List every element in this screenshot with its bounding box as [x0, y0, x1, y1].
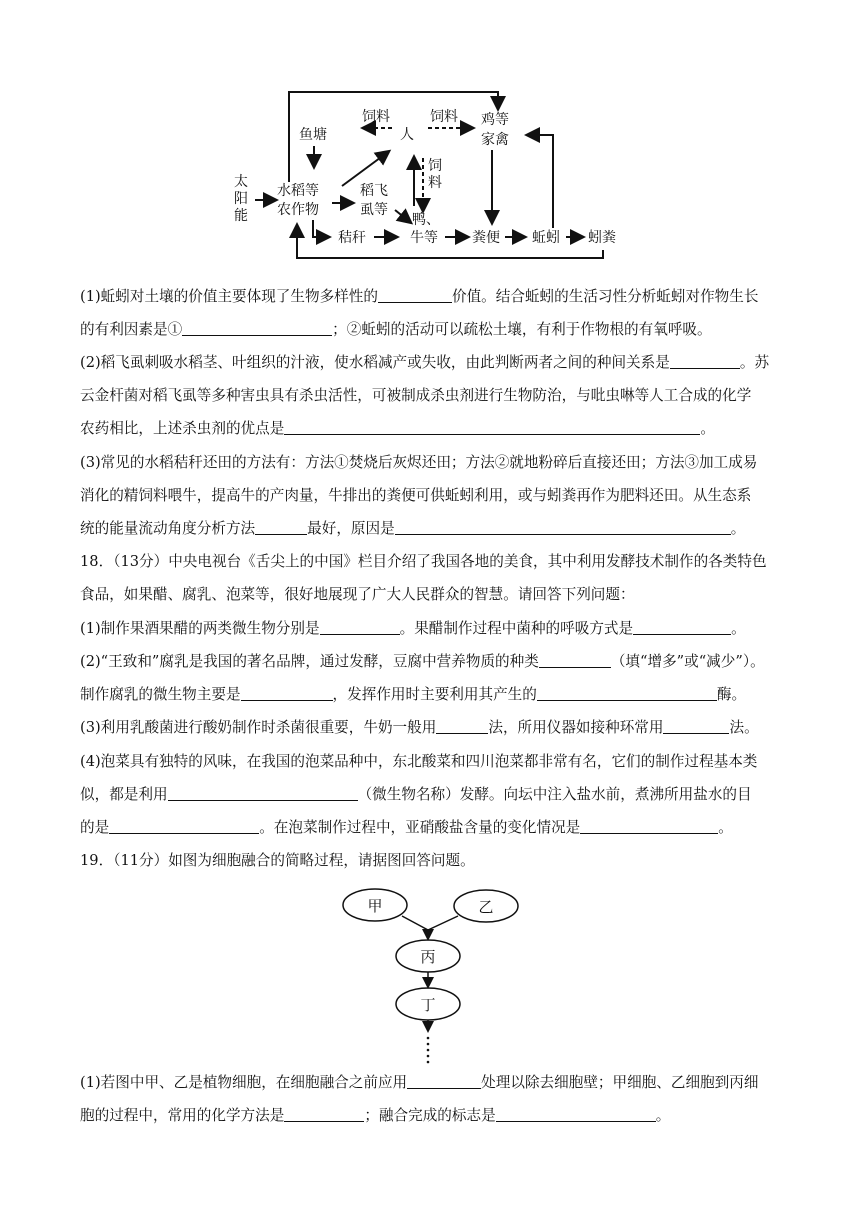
- answer-blank[interactable]: [395, 519, 731, 535]
- answer-blank[interactable]: [663, 718, 729, 734]
- cell-fusion-diagram: [0, 880, 860, 1080]
- planthopper-label-2: 虱等: [360, 202, 388, 218]
- line-jia-to-junction: [402, 916, 428, 930]
- answer-blank[interactable]: [255, 519, 307, 535]
- q18-text: 。果醋制作过程中菌种的呼吸方式是: [399, 620, 634, 637]
- q19-line-3: [80, 1106, 780, 1126]
- rice-label-2: 农作物: [277, 202, 319, 218]
- q17-line-7: [80, 486, 780, 506]
- q18-line-9: [80, 818, 780, 838]
- q17-text: 的有利因素是①: [80, 321, 183, 338]
- q18-text: 制作腐乳的微生物主要是: [80, 686, 241, 703]
- q19-line-1: [80, 851, 780, 871]
- answer-blank[interactable]: [537, 685, 717, 701]
- feed-label-2: 饲料: [430, 109, 458, 125]
- q18-text: 法，所用仪器如接种环常用: [488, 719, 664, 736]
- q18-text: 酶。: [716, 686, 747, 703]
- sun-label-2: 阳: [234, 191, 248, 207]
- q17-text: 农药相比，上述杀虫剂的优点是: [80, 420, 285, 437]
- q17-text: (1)蚯蚓对土壤的价值主要体现了生物多样性的: [80, 288, 378, 305]
- answer-blank[interactable]: [168, 785, 358, 801]
- q18-line-6: [80, 718, 780, 738]
- q17-line-4: [80, 386, 780, 406]
- straw-label: 秸秆: [338, 230, 366, 246]
- answer-blank[interactable]: [109, 818, 259, 834]
- q19-text: 处理以除去细胞壁；甲细胞、乙细胞到丙细: [481, 1074, 759, 1091]
- answer-blank[interactable]: [182, 320, 332, 336]
- sun-label-1: 太: [234, 174, 248, 190]
- feed-label-1: 饲料: [362, 109, 390, 125]
- answer-blank[interactable]: [436, 718, 488, 734]
- q18-text: 似，都是利用: [80, 786, 168, 803]
- q19-text: 胞的过程中，常用的化学方法是: [80, 1107, 285, 1124]
- ecosystem-diagram: [0, 0, 860, 260]
- q17-line-8: [80, 519, 780, 539]
- q17-line-6: [80, 453, 780, 473]
- q18-line-4: [80, 652, 780, 672]
- q18-text: (4)泡菜具有独特的风味，在我国的泡菜品种中，东北酸菜和四川泡菜都非常有名，它们的制作过程基本类: [80, 753, 758, 770]
- arrow-rice-to-human: [342, 152, 388, 186]
- arrow-rice-to-straw: [313, 220, 328, 237]
- q18-text: ，发挥作用时主要利用其产生的: [332, 686, 537, 703]
- q18-line-2: [80, 585, 780, 605]
- q18-text: (3)利用乳酸菌进行酸奶制作时杀菌很重要，牛奶一般用: [80, 719, 437, 736]
- q17-text: (2)稻飞虱刺吸水稻茎、叶组织的汁液，使水稻减产或失收，由此判断两者之间的种间关系是: [80, 354, 670, 371]
- duck-label-1: 鸭、: [412, 212, 440, 228]
- q18-line-7: [80, 752, 780, 772]
- q17-line-3: [80, 353, 780, 373]
- q17-line-1: [80, 287, 780, 307]
- cell-bing-label: 丙: [420, 948, 436, 966]
- q17-text: 消化的精饲料喂牛，提高牛的产肉量，牛排出的粪便可供蚯蚓利用，或与蚓粪再作为肥料还田。从生态系: [80, 487, 752, 504]
- q18-text: 18．（13分）中央电视台《舌尖上的中国》栏目介绍了我国各地的美食，其中利用发酵技术制作的各类特色: [80, 553, 767, 570]
- answer-blank[interactable]: [496, 1106, 656, 1122]
- q18-text: (2)“王致和”腐乳是我国的著名品牌，通过发酵，豆腐中营养物质的种类: [80, 653, 539, 670]
- q19-text: ；融合完成的标志是: [364, 1107, 496, 1124]
- earthworm-label: 蚯蚓: [532, 230, 560, 246]
- answer-blank[interactable]: [320, 619, 400, 635]
- q18-line-8: [80, 785, 780, 805]
- q17-text: ；②蚯蚓的活动可以疏松土壤，有利于作物根的有氧呼吸。: [332, 321, 712, 338]
- q17-text: 。苏: [739, 354, 770, 371]
- planthopper-label-1: 稻飞: [360, 183, 388, 199]
- answer-blank[interactable]: [378, 287, 452, 303]
- manure-label: 粪便: [472, 230, 500, 246]
- q17-text: 最好，原因是: [307, 520, 395, 537]
- q17-text: 价值。结合蚯蚓的生活习性分析蚯蚓对作物生长: [451, 288, 759, 305]
- q18-line-1: [80, 552, 780, 572]
- pond-label: 鱼塘: [299, 127, 327, 143]
- q18-text: （微生物名称）发酵。向坛中注入盐水前，煮沸所用盐水的目: [357, 786, 752, 803]
- q18-line-5: [80, 685, 780, 705]
- answer-blank[interactable]: [407, 1073, 481, 1089]
- q17-text: 云金杆菌对稻飞虱等多种害虫具有杀虫活性，可被制成杀虫剂进行生物防治，与吡虫啉等人工合成的化学: [80, 387, 752, 404]
- feed-label-3b: 料: [428, 175, 442, 191]
- arrow-earthworm-to-poultry: [528, 135, 553, 228]
- q18-line-3: [80, 619, 780, 639]
- line-yi-to-junction: [428, 916, 458, 930]
- duck-label-2: 牛等: [410, 230, 438, 246]
- q17-line-5: [80, 419, 780, 439]
- answer-blank[interactable]: [633, 619, 731, 635]
- q18-text: 食品，如果醋、腐乳、泡菜等，很好地展现了广大人民群众的智慧。请回答下列问题：: [80, 586, 635, 603]
- poultry-label-2: 家禽: [481, 132, 509, 148]
- answer-blank[interactable]: [241, 685, 333, 701]
- q19-text: 。: [655, 1107, 671, 1124]
- answer-blank[interactable]: [580, 818, 718, 834]
- q19-text: 19．（11分）如图为细胞融合的简略过程，请据图回答问题。: [80, 852, 475, 869]
- q18-text: (1)制作果酒果醋的两类微生物分别是: [80, 620, 320, 637]
- arrow-planthopper-to-duck: [395, 210, 410, 222]
- worm-cast-label: 蚓粪: [588, 230, 616, 246]
- q17-text: 统的能量流动角度分析方法: [80, 520, 256, 537]
- human-label: 人: [400, 127, 414, 143]
- q18-text: 。在泡菜制作过程中，亚硝酸盐含量的变化情况是: [259, 819, 581, 836]
- q19-line-2: [80, 1073, 780, 1093]
- poultry-label-1: 鸡等: [481, 112, 509, 128]
- answer-blank[interactable]: [670, 353, 740, 369]
- q19-text: (1)若图中甲、乙是植物细胞，在细胞融合之前应用: [80, 1074, 408, 1091]
- q17-text: (3)常见的水稻秸秆还田的方法有：方法①焚烧后灰烬还田；方法②就地粉碎后直接还田；方法③加工成易: [80, 454, 758, 471]
- q17-text: 。: [700, 420, 715, 437]
- rice-label-1: 水稻等: [277, 183, 319, 199]
- cell-ding-label: 丁: [420, 996, 436, 1014]
- cell-jia-label: 甲: [367, 897, 383, 915]
- q18-text: （填“增多”或“减少”）。: [610, 653, 765, 670]
- answer-blank[interactable]: [284, 1106, 364, 1122]
- q18-text: 。: [731, 620, 746, 637]
- q18-text: 。: [718, 819, 733, 836]
- q18-text: 的是: [80, 819, 110, 836]
- q18-text: 法。: [729, 719, 759, 736]
- answer-blank[interactable]: [539, 652, 611, 668]
- feed-label-3a: 饲: [428, 158, 442, 174]
- sun-label-3: 能: [234, 208, 248, 224]
- cell-yi-label: 乙: [478, 898, 494, 916]
- answer-blank[interactable]: [284, 419, 700, 435]
- q17-text: 。: [730, 520, 746, 537]
- q17-line-2: [80, 320, 780, 340]
